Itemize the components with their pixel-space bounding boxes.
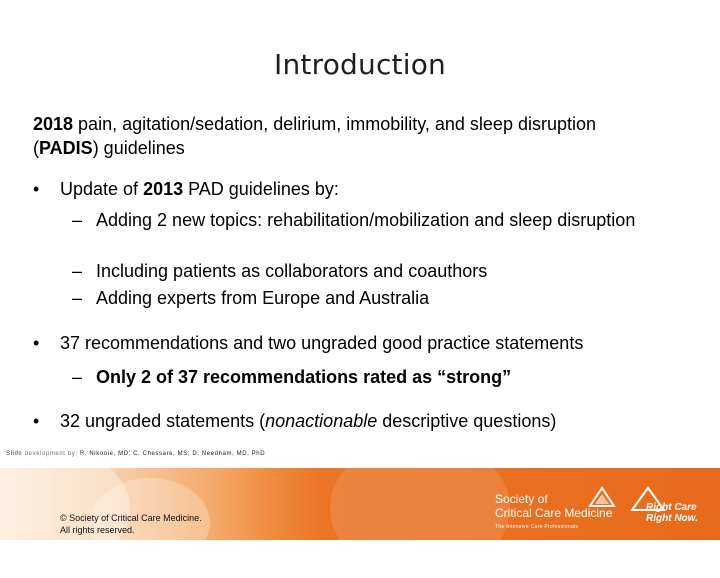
intro-year: 2018: [33, 114, 74, 134]
sub-item: [0, 208, 720, 256]
bullet-text: 37 recommendations and two ungraded good practice statements: [60, 333, 584, 353]
intro-text: pain, agitation/sedation, delirium, immobility, and sleep disruption: [73, 114, 596, 134]
intro-open-paren: (: [33, 138, 39, 158]
copyright-line: All rights reserved.: [60, 525, 135, 535]
bullet-text-pre: Update of: [60, 179, 144, 199]
bullet-italic: nonactionable: [265, 411, 378, 431]
intro-text-end: ) guidelines: [92, 138, 185, 158]
copyright-line: © Society of Critical Care Medicine.: [60, 513, 202, 523]
page-title: Introduction: [274, 48, 446, 81]
bullet-update: [0, 177, 720, 201]
sub-item-text: Adding experts from Europe and Australia: [96, 288, 430, 308]
sub-item-text: Including patients as collaborators and coauthors: [96, 261, 488, 281]
sub-item: [0, 259, 720, 283]
logo-line: Society of: [495, 492, 548, 506]
bullet-dot: •: [33, 333, 40, 353]
bullet-year: 2013: [143, 179, 184, 199]
dash: –: [72, 261, 83, 281]
sub-item-text-strong: Only 2 of 37 recommendations rated as “strong”: [96, 367, 512, 387]
logo2-line: Right Care: [646, 502, 697, 513]
bullet-recommendations: [0, 331, 720, 355]
bullet-dot: •: [33, 179, 40, 199]
dash: –: [72, 288, 83, 308]
dash: –: [72, 210, 83, 230]
bullet-text-post: descriptive questions): [377, 411, 557, 431]
sub-item-text: Adding 2 new topics: rehabilitation/mobilization and sleep disruption: [96, 210, 636, 230]
logo2-line: Right Now.: [646, 513, 698, 524]
logo-tagline: The Intensive Care Professionals: [495, 524, 579, 530]
right-care-logo: [646, 502, 698, 524]
bullet-text-post: PAD guidelines by:: [183, 179, 339, 199]
intro-acronym: PADIS: [39, 138, 93, 158]
logo-line: Critical Care Medicine: [495, 506, 613, 520]
bullet-text: [60, 409, 700, 433]
sub-item: [0, 286, 720, 310]
dash: –: [72, 367, 83, 387]
bullet-text-pre: 32 ungraded statements (: [60, 411, 266, 431]
intro-paragraph: [33, 112, 693, 160]
copyright: [60, 512, 202, 536]
bullet-dot: •: [33, 411, 40, 431]
slide-credit: Slide development by: R. Nikooie, MD; C. Chessare, MS; D. Needham, MD, PhD: [6, 451, 266, 457]
bullet-ungraded: [0, 409, 720, 433]
sccm-logo: [495, 492, 612, 534]
bullet-text: [60, 177, 700, 201]
sub-item: [0, 365, 720, 389]
decor-swirl: [330, 438, 510, 578]
